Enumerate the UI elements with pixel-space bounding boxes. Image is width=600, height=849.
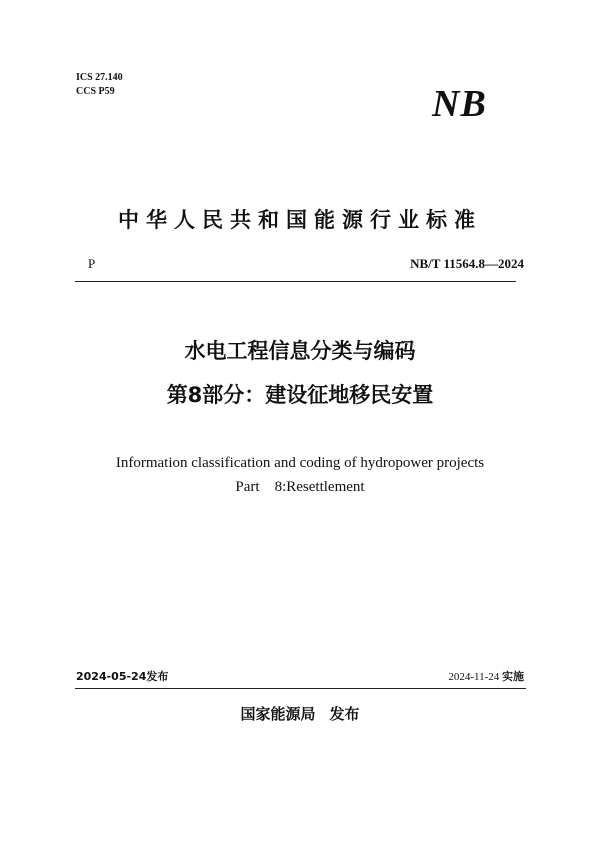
implement-date [448,670,524,684]
standard-number: NB/T 11564.8—2024 [410,256,524,271]
implement-date-value: 2024-11-24 [448,671,502,683]
document-title-line2: 第8部分：建设征地移民安置 [166,383,434,407]
nb-logo: NB [432,83,487,125]
ccs-code: CCS P59 [76,86,115,97]
organization-title: 中华人民共和国能源行业标准 [118,208,482,232]
english-title-line2: Part 8:Resettlement [235,479,365,495]
issuer-line [0,704,600,724]
document-title-line1: 水电工程信息分类与编码 [184,339,416,363]
header-divider [75,281,516,282]
issuer-name: 国家能源局 [240,705,316,723]
issuer-action: 发布 [329,705,360,723]
footer-divider [75,688,526,689]
publish-date: 2024-05-24发布 [76,670,169,683]
ics-code: ICS 27.140 [76,72,123,83]
english-title-line1: Information classification and coding of hydropower projects [115,455,485,471]
classification-code: P [88,256,96,271]
implement-suffix: 实施 [502,670,524,683]
